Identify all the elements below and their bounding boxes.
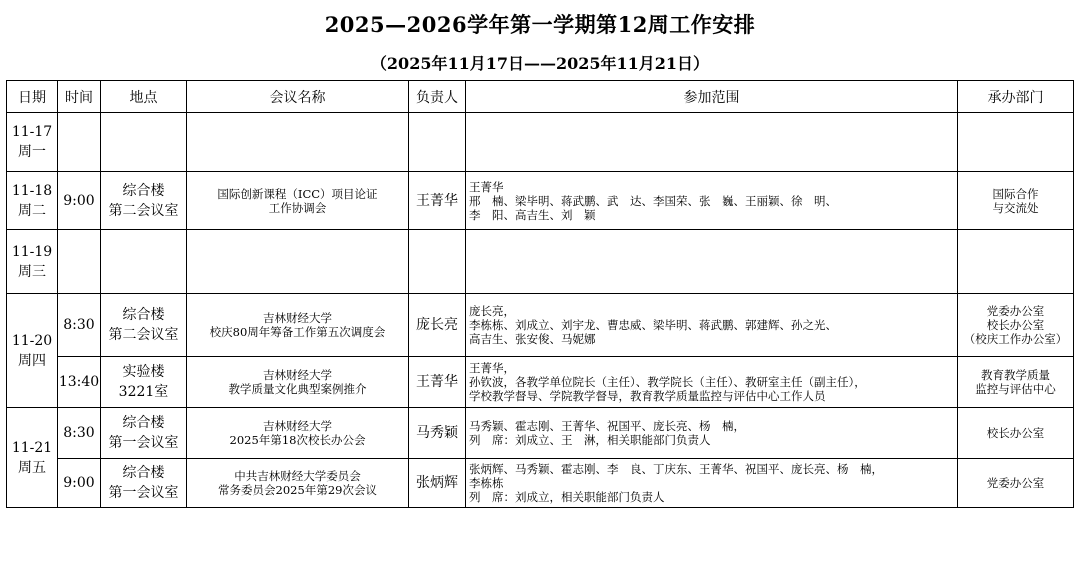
meeting-line: 教学质量文化典型案例推介: [228, 382, 367, 396]
weekday-text: 周三: [18, 263, 46, 280]
organizer-cell: [958, 294, 1074, 357]
organizer-cell: [958, 357, 1074, 408]
attendees-line: 邢 楠、梁毕明、蒋武鹏、武 达、李国荣、张 巍、王丽颖、徐 明、: [469, 193, 837, 208]
meeting-line: 2025年第18次校长办公会: [229, 433, 366, 447]
organizer-cell: [958, 408, 1074, 459]
organizer-line: 校长办公室: [986, 318, 1045, 332]
place-cell: [101, 172, 187, 230]
attendees-line: 李 阳、高吉生、刘 颖: [469, 207, 596, 222]
date-cell: [7, 294, 58, 408]
weekday-text: 周五: [18, 459, 46, 476]
table-row: [7, 230, 1074, 294]
place-building: 综合楼: [122, 307, 165, 323]
organizer-line: 监控与评估中心: [975, 382, 1056, 396]
attendees-line: 马秀颖、霍志刚、王菁华、祝国平、庞长亮、杨 楠，: [469, 419, 745, 433]
meeting-cell: [187, 172, 409, 230]
date-text: 11-21: [11, 439, 53, 456]
attendees-line: 王菁华，: [469, 361, 515, 375]
meeting-line: 国际创新课程（ICC）项目论证: [217, 186, 378, 201]
weekday-text: 周二: [18, 202, 46, 219]
empty-cell: [958, 113, 1074, 172]
organizer-line: 国际合作: [992, 186, 1039, 201]
date-cell: [7, 408, 58, 508]
place-building: 综合楼: [122, 415, 165, 431]
page-title: 2025—2026学年第一学期第12周工作安排: [324, 12, 756, 37]
time-cell: 9:00: [58, 172, 101, 230]
empty-cell: [958, 230, 1074, 294]
time-cell: 8:30: [58, 294, 101, 357]
meeting-line: 吉林财经大学: [263, 311, 332, 325]
empty-cell: [187, 113, 409, 172]
place-room: 第一会议室: [108, 435, 179, 451]
empty-cell: [409, 113, 466, 172]
place-room: 3221室: [118, 384, 169, 400]
meeting-line: 常务委员会2025年第29次会议: [218, 483, 377, 497]
organizer-line: 教育教学质量: [981, 368, 1050, 382]
attendees-cell: [466, 408, 958, 459]
empty-cell: [466, 113, 958, 172]
header-organizer: 承办部门: [958, 81, 1074, 113]
place-room: 第一会议室: [108, 485, 179, 501]
table-row: [7, 172, 1074, 230]
meeting-line: 工作协调会: [268, 200, 327, 215]
host-cell: 王菁华: [409, 357, 466, 408]
header-place: 地点: [101, 81, 187, 113]
empty-cell: [466, 230, 958, 294]
organizer-line: 党委办公室: [986, 304, 1045, 318]
place-building: 综合楼: [122, 182, 165, 199]
place-cell: [101, 294, 187, 357]
header-row: [7, 81, 1074, 113]
header-time: 时间: [58, 81, 101, 113]
date-cell: [7, 113, 58, 172]
table-row: [7, 113, 1074, 172]
place-building: 实验楼: [122, 364, 165, 380]
attendees-cell: [466, 459, 958, 508]
meeting-cell: [187, 294, 409, 357]
organizer-line: 党委办公室: [986, 476, 1045, 490]
meeting-cell: [187, 357, 409, 408]
table-row: [7, 294, 1074, 357]
place-cell: [101, 459, 187, 508]
page-subtitle: （2025年11月17日——2025年11月21日）: [370, 54, 710, 73]
organizer-line: 与交流处: [992, 200, 1039, 215]
meeting-cell: [187, 459, 409, 508]
attendees-line: 高吉生、张安俊、马妮娜: [469, 332, 596, 346]
attendees-line: 李栋栋、刘成立、刘宇龙、曹忠威、梁毕明、蒋武鹏、郭建辉、孙之光、: [469, 318, 837, 332]
attendees-line: 王菁华: [469, 179, 504, 194]
place-cell: [101, 357, 187, 408]
attendees-cell: [466, 294, 958, 357]
empty-cell: [101, 230, 187, 294]
host-cell: 庞长亮: [409, 294, 466, 357]
empty-cell: [58, 113, 101, 172]
table-row: [7, 408, 1074, 459]
place-cell: [101, 408, 187, 459]
organizer-cell: [958, 172, 1074, 230]
place-room: 第二会议室: [108, 202, 179, 219]
place-building: 综合楼: [122, 465, 165, 481]
organizer-cell: [958, 459, 1074, 508]
table-row: [7, 357, 1074, 408]
organizer-line: 校长办公室: [986, 426, 1045, 440]
meeting-line: 中共吉林财经大学委员会: [234, 469, 361, 483]
empty-cell: [58, 230, 101, 294]
date-text: 11-17: [11, 124, 53, 140]
date-text: 11-19: [11, 243, 53, 260]
empty-cell: [409, 230, 466, 294]
date-text: 11-20: [11, 332, 53, 349]
header-meeting: 会议名称: [187, 81, 409, 113]
attendees-line: 庞长亮，: [469, 304, 515, 318]
meeting-cell: [187, 408, 409, 459]
meeting-line: 吉林财经大学: [263, 419, 332, 433]
empty-cell: [187, 230, 409, 294]
weekday-text: 周四: [18, 352, 46, 369]
host-cell: 马秀颖: [409, 408, 466, 459]
meeting-line: 吉林财经大学: [263, 368, 332, 382]
header-host: 负责人: [409, 81, 466, 113]
attendees-line: 列 席：刘成立，相关职能部门负责人: [469, 490, 665, 504]
header-attendees: 参加范围: [466, 81, 958, 113]
attendees-cell: [466, 357, 958, 408]
time-cell: 8:30: [58, 408, 101, 459]
attendees-cell: [466, 172, 958, 230]
header-date: 日期: [7, 81, 58, 113]
host-cell: 王菁华: [409, 172, 466, 230]
time-cell: 13:40: [58, 357, 101, 408]
host-cell: 张炳辉: [409, 459, 466, 508]
date-cell: [7, 230, 58, 294]
attendees-line: 李栋栋: [469, 476, 504, 490]
attendees-line: 列 席：刘成立、王 淋，相关职能部门负责人: [469, 433, 711, 447]
attendees-line: 学校教学督导、学院教学督导，教育教学质量监控与评估中心工作人员: [469, 389, 826, 403]
table-row: [7, 459, 1074, 508]
attendees-line: 张炳辉、马秀颖、霍志刚、李 良、丁庆东、王菁华、祝国平、庞长亮、杨 楠，: [469, 462, 883, 476]
meeting-line: 校庆80周年筹备工作第五次调度会: [209, 325, 386, 339]
attendees-line: 孙钦波，各教学单位院长（主任）、教学院长（主任）、教研室主任（副主任），: [469, 375, 866, 389]
date-cell: [7, 172, 58, 230]
organizer-line: （校庆工作办公室）: [963, 332, 1068, 346]
schedule-table: [6, 80, 1074, 508]
time-cell: 9:00: [58, 459, 101, 508]
weekday-text: 周一: [18, 144, 46, 160]
empty-cell: [101, 113, 187, 172]
place-room: 第二会议室: [108, 327, 179, 343]
date-text: 11-18: [11, 182, 53, 199]
